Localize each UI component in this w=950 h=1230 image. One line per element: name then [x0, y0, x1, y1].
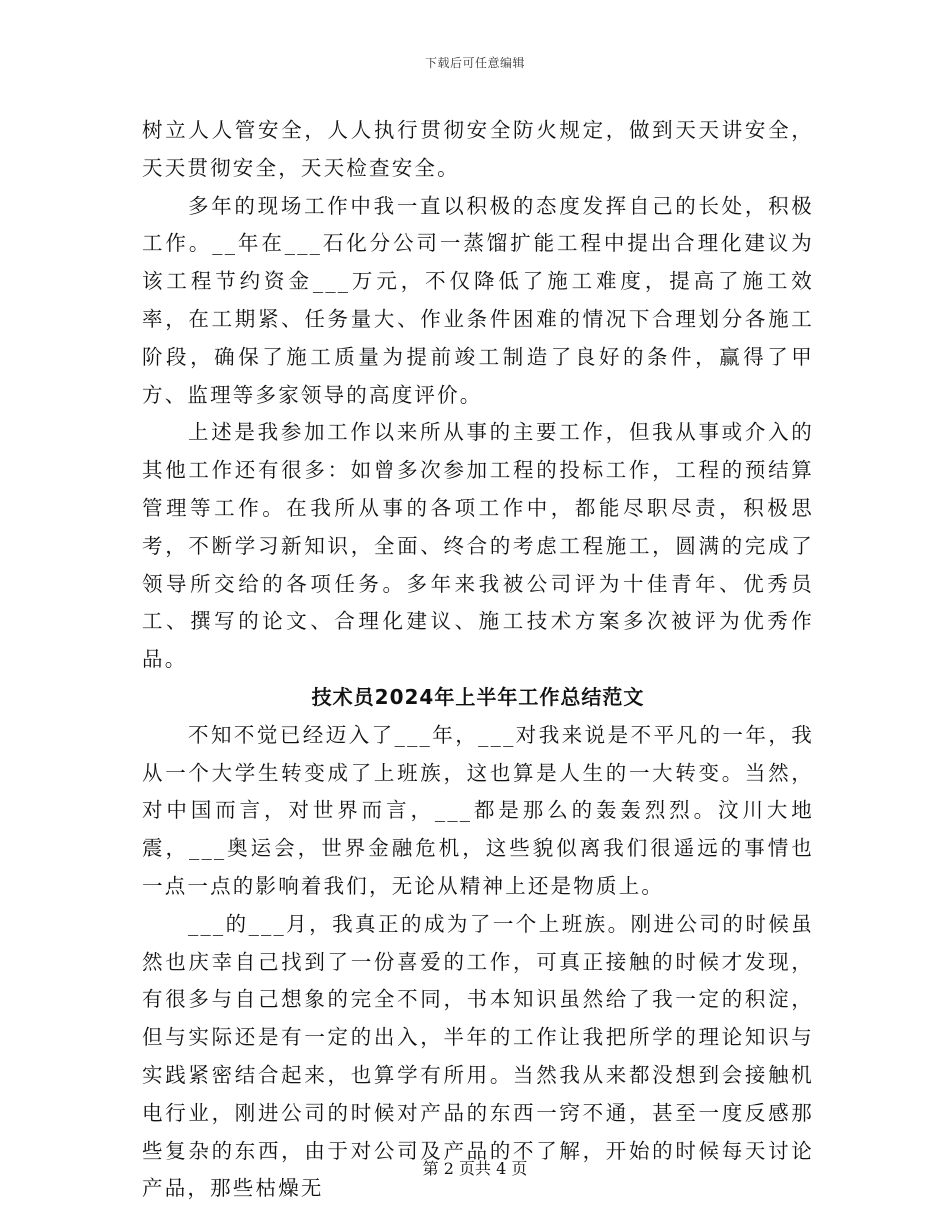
page-footer: 第 2 页共 4 页	[422, 1159, 528, 1178]
paragraph: 多年的现场工作中我一直以积极的态度发挥自己的长处，积极工作。__年在___石化分公司一蒸馏扩能工程中提出合理化建议为该工程节约资金___万元，不仅降低了施工难度，提高了施工效率，在工期紧、任务量大、作业条件困难的情况下合理划分各施工阶段，确保了施工质量为提前竣工制造了良好的条件，赢得了甲方、监理等多家领导的高度评价。	[142, 193, 814, 407]
document-body	[142, 112, 814, 1208]
section-title: 技术员2024年上半年工作总结范文	[311, 684, 645, 709]
paragraph: 树立人人管安全，人人执行贯彻安全防火规定，做到天天讲安全，天天贯彻安全，天天检查安全。	[142, 118, 814, 180]
paragraph: 上述是我参加工作以来所从事的主要工作，但我从事或介入的其他工作还有很多：如曾多次参加工程的投标工作，工程的预结算管理等工作。在我所从事的各项工作中，都能尽职尽责，积极思考，不断学习新知识，全面、终合的考虑工程施工，圆满的完成了领导所交给的各项任务。多年来我被公司评为十佳青年、优秀员工、撰写的论文、合理化建议、施工技术方案多次被评为优秀作品。	[142, 420, 814, 672]
page-header: 下载后可任意编辑	[424, 56, 525, 70]
paragraph: 不知不觉已经迈入了___年，___对我来说是不平凡的一年，我从一个大学生转变成了上班族，这也算是人生的一大转变。当然，对中国而言，对世界而言，___都是那么的轰轰烈烈。汶川大地震，___奥运会，世界金融危机，这些貌似离我们很遥远的事情也一点一点的影响着我们，无论从精神上还是物质上。	[142, 722, 814, 898]
paragraph: ___的___月，我真正的成为了一个上班族。刚进公司的时候虽然也庆幸自己找到了一份喜爱的工作，可真正接触的时候才发现，有很多与自己想象的完全不同，书本知识虽然给了我一定的积淀，但与实际还是有一定的出入，半年的工作让我把所学的理论知识与实践紧密结合起来，也算学有所用。当然我从来都没想到会接触机电行业，刚进公司的时候对产品的东西一窍不通，甚至一度反感那些复杂的东西，由于对公司及产品的不了解，开始的时候每天讨论产品，那些枯燥无	[142, 911, 814, 1201]
